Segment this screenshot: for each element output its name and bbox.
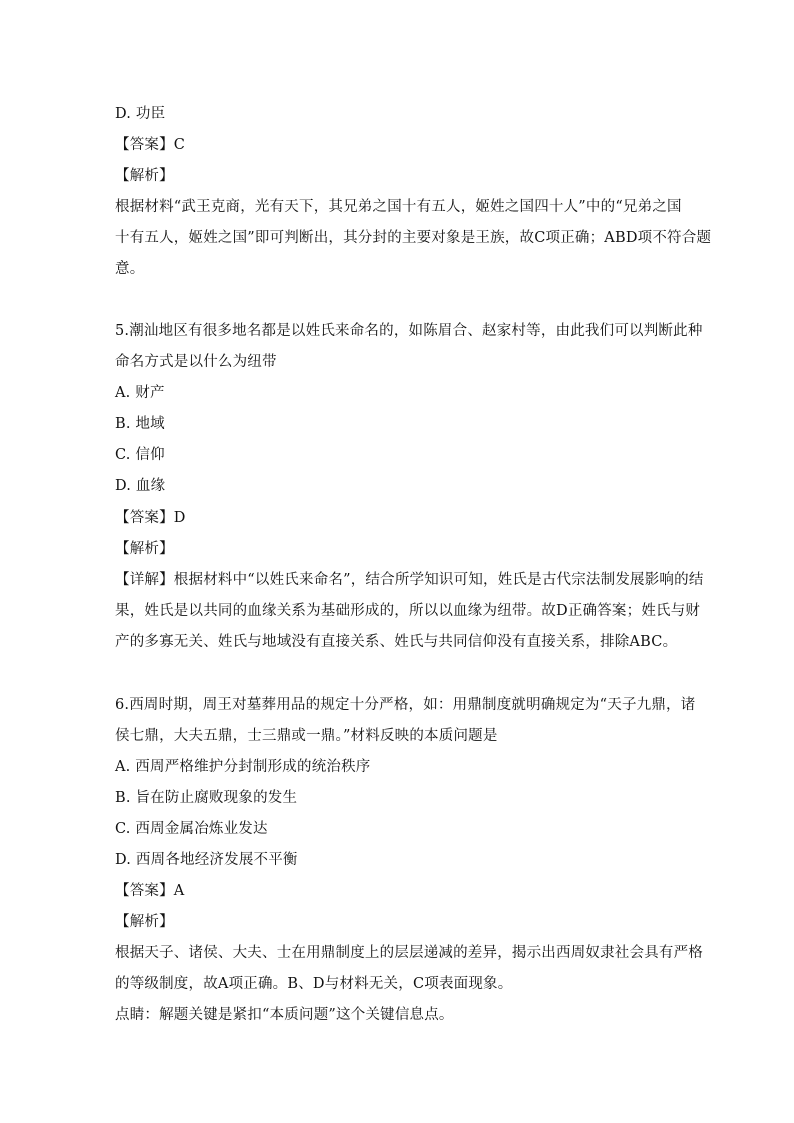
q4-option-d: D. 功臣 (115, 106, 166, 122)
q4-analysis-line: 十有五人，姬姓之国”即可判断出，其分封的主要对象是王族，故C项正确；ABD项不符合题 (115, 230, 712, 246)
q6-option-a: A. 西周严格维护分封制形成的统治秩序 (115, 759, 371, 775)
q5-option-a: A. 财产 (115, 385, 165, 401)
q6-analysis-label: 【解析】 (115, 914, 174, 930)
q4-answer: 【答案】C (115, 137, 186, 153)
q6-analysis-line: 的等级制度，故A项正确。B、D与材料无关，C项表面现象。 (115, 976, 513, 992)
q5-option-c: C. 信仰 (115, 447, 165, 463)
q6-analysis-line: 根据天子、诸侯、大夫、士在用鼎制度上的层层递减的差异，揭示出西周奴隶社会具有严格 (115, 945, 703, 961)
q6-option-d: D. 西周各地经济发展不平衡 (115, 852, 298, 868)
q6-option-b: B. 旨在防止腐败现象的发生 (115, 790, 298, 806)
q5-stem-line: 命名方式是以什么为纽带 (115, 354, 277, 370)
q6-option-c: C. 西周金属冶炼业发达 (115, 821, 268, 837)
q5-stem-line: 5.潮汕地区有很多地名都是以姓氏来命名的，如陈眉合、赵家村等，由此我们可以判断此种 (115, 323, 703, 339)
q6-note: 点睛：解题关键是紧扣“本质问题”这个关键信息点。 (115, 1007, 454, 1023)
q4-analysis-line: 根据材料“武王克商，光有天下，其兄弟之国十有五人，姬姓之国四十人”中的“兄弟之国 (115, 199, 682, 215)
q5-analysis-line: 产的多寡无关、姓氏与地域没有直接关系、姓氏与共同信仰没有直接关系，排除ABC。 (115, 634, 678, 650)
q5-option-d: D. 血缘 (115, 478, 166, 494)
q4-analysis-line: 意。 (115, 261, 145, 277)
q5-analysis-line: 果，姓氏是以共同的血缘关系为基础形成的，所以以血缘为纽带。故D正确答案；姓氏与财 (115, 603, 701, 619)
q6-answer: 【答案】A (115, 883, 185, 899)
q6-stem-line: 6.西周时期，周王对墓葬用品的规定十分严格，如：用鼎制度就明确规定为“天子九鼎，诸 (115, 697, 696, 713)
q5-answer: 【答案】D (115, 510, 186, 526)
q5-option-b: B. 地域 (115, 416, 165, 432)
q6-stem-line: 侯七鼎，大夫五鼎，士三鼎或一鼎。”材料反映的本质问题是 (115, 728, 498, 744)
q5-analysis-label: 【解析】 (115, 541, 174, 557)
q5-analysis-line: 【详解】根据材料中“以姓氏来命名”，结合所学知识可知，姓氏是古代宗法制发展影响的结 (115, 572, 704, 588)
q4-analysis-label: 【解析】 (115, 168, 174, 184)
